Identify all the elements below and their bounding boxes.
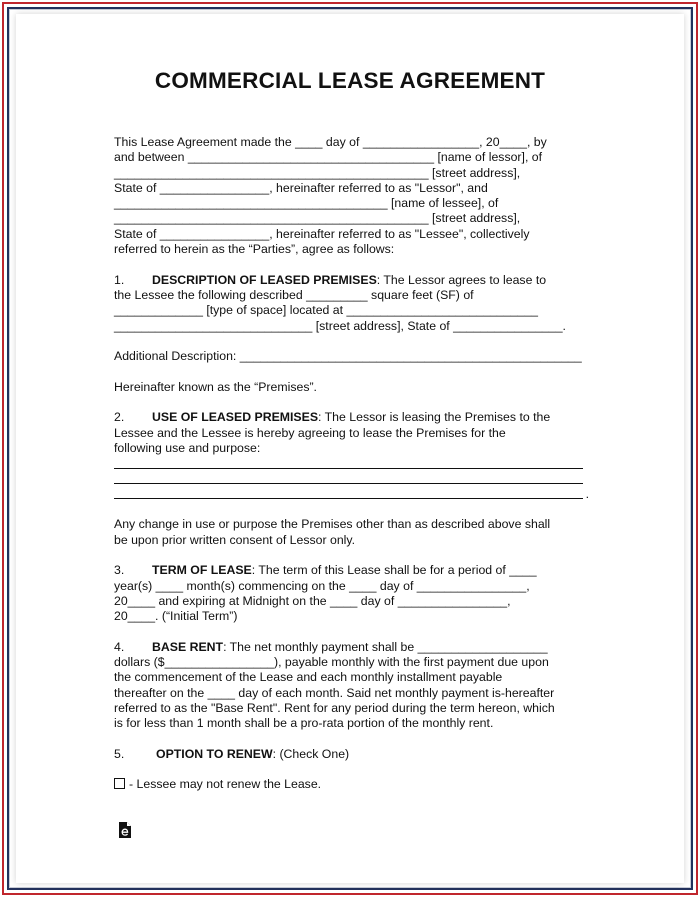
blank-line [114, 487, 589, 502]
premises-note: Hereinafter known as the “Premises”. [114, 379, 317, 394]
section-4-line: dollars ($________________), payable monthly with the first payment due upon [114, 655, 549, 670]
blank-line [114, 456, 589, 471]
section-4-line: referred to as the "Base Rent". Rent for any period during the term hereon, which [114, 700, 555, 715]
section-heading: OPTION TO RENEW [156, 746, 273, 761]
section-4-heading-line [114, 640, 589, 655]
section-heading: DESCRIPTION OF LEASED PREMISES [152, 272, 377, 287]
section-text: : The term of this Lease shall be for a period of ____ [251, 563, 537, 578]
renew-option [114, 777, 589, 792]
section-number: 3. [114, 563, 125, 578]
section-3-line: 20____ and expiring at Midnight on the ____ day of ________________, [114, 593, 511, 608]
intro-line: referred to herein as the “Parties”, agree as follows: [114, 242, 395, 257]
section-text: : The Lessor is leasing the Premises to the [318, 410, 551, 425]
section-number: 4. [114, 639, 125, 654]
document-body [114, 135, 589, 793]
document-logo-icon [118, 822, 132, 839]
section-heading: TERM OF LEASE [152, 563, 252, 578]
section-4-line: thereafter on the ____ day of each month. Said net monthly payment is-hereafter [114, 685, 555, 700]
section-4-line: the commencement of the Lease and each monthly installment payable [114, 670, 503, 685]
option-checkbox[interactable] [114, 778, 125, 789]
intro-line: ______________________________________________ [street address], [114, 165, 521, 180]
renew-option-label: - Lessee may not renew the Lease. [129, 777, 322, 792]
section-2-heading-line [114, 410, 589, 425]
section-number: 1. [114, 272, 125, 287]
section-1-line: _____________________________ [street address], State of ________________. [114, 318, 566, 333]
section-1-line: _____________ [type of space] located at ____________________________ [114, 303, 538, 318]
section-1-line: the Lessee the following described _________ square feet (SF) of [114, 287, 474, 302]
intro-line: ______________________________________________ [street address], [114, 211, 521, 226]
section-heading: USE OF LEASED PREMISES [152, 410, 319, 425]
section-heading: BASE RENT [152, 639, 224, 654]
change-line: Any change in use or purpose the Premises other than as described above shall [114, 517, 551, 532]
change-line: be upon prior written consent of Lessor only. [114, 532, 356, 547]
intro-line: and between ____________________________________ [name of lessor], of [114, 150, 543, 165]
section-5-heading-line [114, 747, 589, 762]
blank-line [114, 472, 589, 487]
section-2-line: Lessee and the Lessee is hereby agreeing to lease the Premises for the [114, 425, 506, 440]
section-number: 5. [114, 746, 125, 761]
additional-description: Additional Description: __________________________________________________ [114, 349, 582, 364]
section-number: 2. [114, 410, 125, 425]
intro-line: State of ________________, hereinafter referred to as "Lessor", and [114, 180, 488, 195]
section-text: : (Check One) [272, 746, 350, 761]
section-text: : The Lessor agrees to lease to [376, 272, 547, 287]
section-3-line: 20____. (“Initial Term”) [114, 609, 238, 624]
intro-line: This Lease Agreement made the ____ day of _________________, 20____, by [114, 135, 547, 149]
section-text: : The net monthly payment shall be ___________________ [223, 639, 548, 654]
section-1-heading-line [114, 273, 589, 288]
intro-line: State of ________________, hereinafter referred to as "Lessee", collectively [114, 226, 530, 241]
section-2-line: following use and purpose: [114, 440, 261, 455]
section-4-line: is for less than 1 month shall be a pro-rata portion of the monthly rent. [114, 716, 494, 731]
document-title: COMMERCIAL LEASE AGREEMENT [154, 68, 546, 93]
section-3-heading-line [114, 563, 589, 578]
intro-line: ________________________________________ [name of lessee], of [114, 196, 499, 211]
section-3-line: year(s) ____ month(s) commencing on the ____ day of ________________, [114, 578, 530, 593]
